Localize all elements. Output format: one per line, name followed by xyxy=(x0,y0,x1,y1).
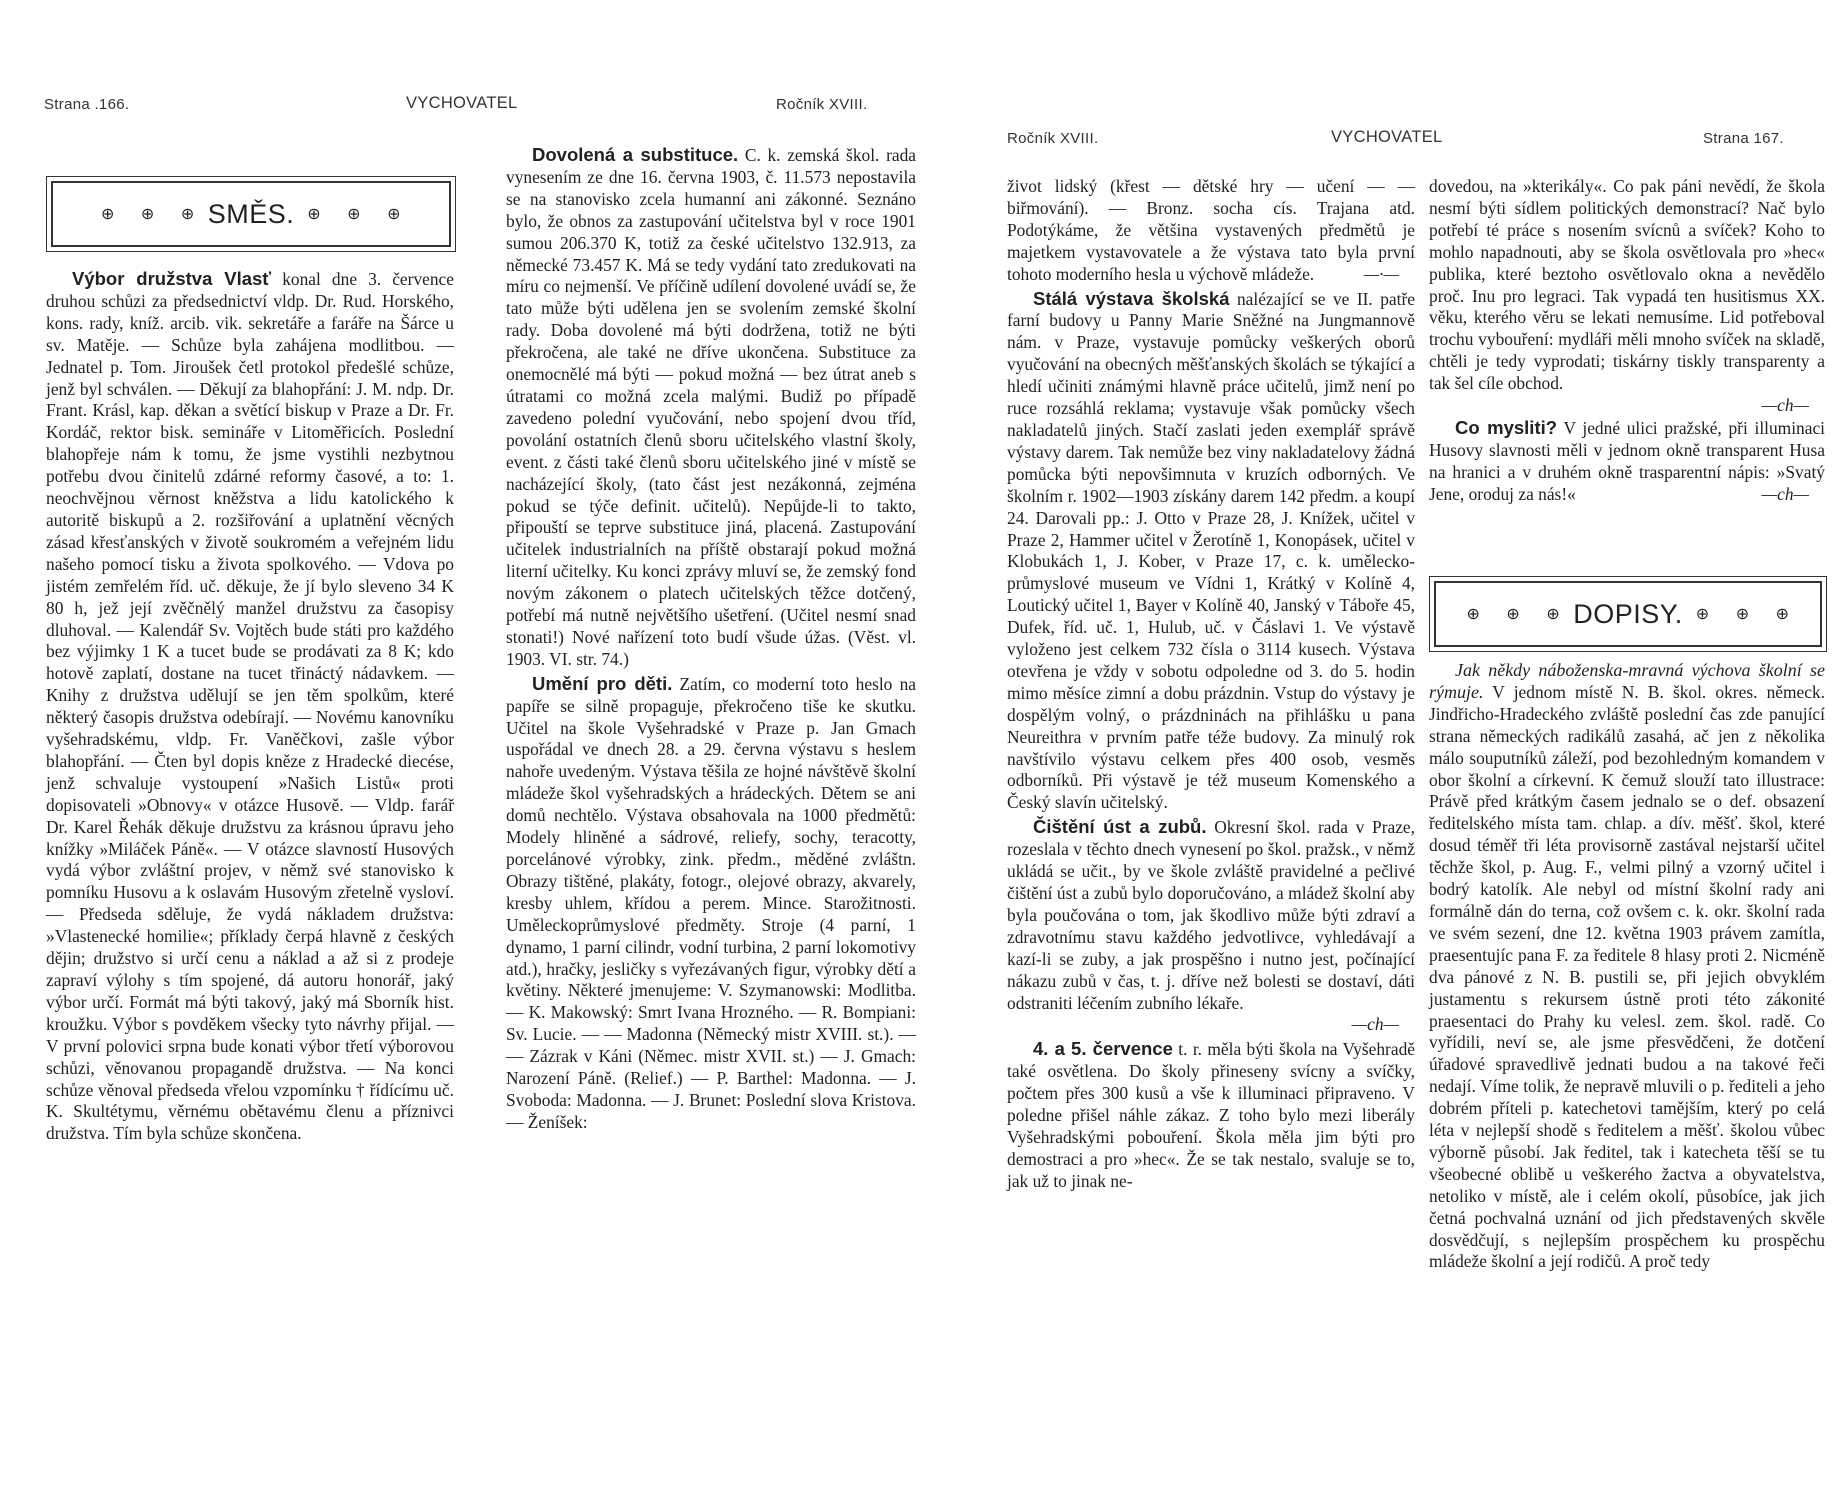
article-lead: Stálá výstava školská xyxy=(1033,287,1230,309)
volume-left: Ročník XVIII. xyxy=(776,96,868,113)
page-number-left: Strana .166. xyxy=(44,96,130,113)
article-text: Okresní škol. rada v Praze, rozeslala v těchto dnech vynesení po škol. pražsk., v němž ukládá se učit., by ve škole zvláště pravidelné a pečlivé čištění úst a zubů bylo doporučováno, a mládež školní aby byla poučována o tom, jak škodlivo může býti zdraví a zdravotnímu stavu každého jedvotlivce, vyhledávají a kazí-li se zuby, a jak prospěšno i nutno jest, počínající nákazu zubů v čas, t. j. dříve než bolesti se dostaví, dáti odstraniti léčením zubního lékaře. xyxy=(1007,817,1415,1013)
article-co-mysliti xyxy=(1429,417,1825,506)
article-lead: Dovolená a substituce. xyxy=(532,144,739,165)
article-text: nalézající se ve II. patře farní budovy u Panny Marie Sněžné na Jungmannově nám. v Praze, vystavuje pomůcky veškerých oborů vyučování na obecných měšťanských školách se týkající a hledí učiniti známými hlavně práce učitelů, jimž není po ruce rozsáhlá reklama; vystavuje však pomůcky všech nakladatelů jiných. Stačí zaslati jeden exemplář správě výstavy darem. Tak nemůže bez viny nakladatelovy žádná pomůcka býti nepovšimnuta v kruzích odborných. Ve školním r. 1902—1903 získány darem 142 předm. a koupí 24. Darovali pp.: J. Otto v Praze 28, J. Knížek, učitel v Praze 2, Hammer učitel v Žerotíně 1, Konopásek, učitel v Klobukách 1, J. Kober, v Praze 17, c. k. umělecko-průmyslové museum ve Vídni 1, Krátký v Kolíně 4, Loutický učitel 1, Bayer v Kolíně 40, Janský v Táboře 45, Dufek, říd. uč. 1, Hulub, uč. v Čáslavi 1. Ve výstavě vyloženo jest celkem 732 čísla o 3114 kusech. Výstava otevřena je vždy v sobotu odpoledne od 3. do 5. hodin mimo měsíce zimní a dobu prázdnin. Vstup do výstavy je dospělým volný, o prázdninách na přihlášku u pana Neureithra v prvním patře téže budovy. Za minulý rok navštívilo výstavu celkem přes 400 osob, vesměs odborníků. Při výstavě je též museum Komenského a Český slavín učitelský. xyxy=(1007,288,1415,813)
ornament-icon: ⊕ xyxy=(1546,606,1561,623)
ornament-icon: ⊕ xyxy=(1466,606,1481,623)
journal-title-right: VYCHOVATEL xyxy=(1331,128,1443,146)
article-text: V jedné ulici pražské, při illuminaci Husovy slavnosti měli v jednom okně transparent Husa na hranici a v druhém okně trasparentní nápis: »Svatý Jene, oroduj za nás!« xyxy=(1429,417,1825,504)
volume-right: Ročník XVIII. xyxy=(1007,130,1099,147)
section-title: SMĚS. xyxy=(207,198,295,229)
section-box-smes xyxy=(46,176,456,252)
section-title: DOPISY. xyxy=(1573,598,1683,629)
article-text: C. k. zemská škol. rada vynesením ze dne 16. června 1903, č. 11.573 nepostavila se na stanovisko zcela humanní ani zákonné. Seznáno bylo, že obnos za zastupování učitelstva byl v roce 1901 sumou 206.370 K, totiž za české učitelstvo 132.913, za německé 73.457 K. Má se tedy vydání tato zredukovati na míru co nejmenší. Ve příčině udílení dovolené uvádí se, že tato může býti udělena jen se svolením zemské školní rady. Doba dovolené má býti dodržena, totiž ne býti překročena, ale také ne dříve ukončena. Substituce za onemocnělé má býti — pokud možná — bez útrat aneb s útratami co možná zcela malými. Budiž po případě zavedeno polední vyučování, nebo spojení dvou tříd, povolání ostatních členů sboru učitelského vlastní školy, event. z části také členů sboru učitelského jiné v místě se nacházející školy, (tato část jest nezákonná, zejména pokud se týče definit. učitelů). Nepůjde-li to takto, připouští se teprve substituce jiná, placená. Zastupování učitelek industrialních na příště obstarají pokud možná literní učitelky. Ku konci zprávy mluví se, že zemský fond novým zákonem o platech učitelských těžce dotčený, potřebí má nutně největšího ušetření. (Učitel nesmí snad stonati!) Nové nařízení toto budí všude úžas. (Věst. vl. 1903. VI. str. 74.) xyxy=(506,145,916,669)
article-stala-vystava xyxy=(1007,288,1415,815)
ornament-icon: ⊕ xyxy=(1695,606,1710,623)
right-column-2-bottom xyxy=(1429,660,1825,1273)
ornament-icon: ⊕ xyxy=(347,206,362,223)
article-vybor-druzstva xyxy=(46,268,454,1145)
article-lead: Výbor družstva Vlasť xyxy=(72,268,272,289)
article-cervence xyxy=(1007,1038,1415,1192)
article-lead: 4. a 5. července xyxy=(1033,1038,1173,1060)
article-text: V jednom místě N. B. škol. okres. německ. Jindřicho-Hradeckého zvláště poslední čas zde panující strana německých radikálů zasahá, ač jen z několika málo souputníků záleží, pod bezohledným komandem v obor školní a církevní. K čemuž slouží tato illustrace: Právě před krátkým časem jednalo se o def. obsazení ředitelského místa tam. chlap. a dív. měšť. škol, které dosud téměř tři léta provisorně zastával nejstarší učitel těchže škol, p. Aug. F., velmi pilný a vzorný učitel i bodrý katolík. Ale nebyl od místní školní rady ani formálně dán do terna, což ovšem c. k. okr. školní rada ve svém sezení, dne 12. května 1903 právem zamítla, praesentujíc pana F. za ředitele 8 hlasy proti 2. Nicméně dva pánové z N. B. pustili se, při jejich obvyklém justamentu s rekursem ústně proti této zákonité praesentaci do Prahy ku velesl. zem. škol. radě. Co vyřídili, neví se, ale jsme přesvědčeni, že dotčení úřadové spravedlivě jednati budou a na takové řeči nedají. Víme tolik, že nepravě mluvili o p. řediteli a jeho dobrém příteli p. katechetovi tamějším, který po celá léta v nejlepší shodě s ředitelem a měšť. školou vůbec výborně působí. Jak ředitel, tak i katecheta těší se tu všeobecné oblibě u veškerého žactva a obyvatelstva, netoliko v místě, ale i celém okolí, působíce, jak jich četná pochvalná uznání od jich představených skvěle dosvědčují, s nejlepším prospěchem ku prospěchu mládeže školní a její rodičů. A proč tedy xyxy=(1429,681,1825,1272)
article-signature: —·— xyxy=(1363,263,1399,284)
left-column-2 xyxy=(506,144,916,1134)
article-dovolena xyxy=(506,144,916,671)
ornament-icon: ⊕ xyxy=(1775,606,1790,623)
section-box-dopisy xyxy=(1429,576,1827,652)
article-continuation xyxy=(1429,176,1825,417)
right-page xyxy=(919,0,1838,1500)
article-lead: Čištění úst a zubů. xyxy=(1033,816,1207,838)
article-signature: —ch— xyxy=(1761,395,1809,416)
ornament-icon: ⊕ xyxy=(101,206,115,223)
article-lead: Co mysliti? xyxy=(1455,416,1558,438)
ornament-icon: ⊕ xyxy=(140,206,155,223)
article-cisteni-ust xyxy=(1007,816,1415,1036)
article-text: život lidský (křest — dětské hry — učení — — biřmování). — Bronz. socha cís. Trajana atd. Podotýkáme, že většina vystavených předmětů je majetkem vystavovatele a že výstava tato byla první tohoto moderního hesla u výchově mládeže. xyxy=(1007,176,1415,284)
ornament-icon: ⊕ xyxy=(1506,606,1521,623)
page-number-right: Strana 167. xyxy=(1703,130,1784,147)
article-text: konal dne 3. července druhou schůzi za předsednictví vldp. Dr. Rud. Horského, kons. rady, kníž. arcib. vik. sekretáře a faráře na Šárce u sv. Matěje. — Schůze byla zahájena modlitbou. — Jednatel p. Tom. Jiroušek četl protokol předešlé schůze, jenž byl schválen. — Děkují za blahopřání: J. M. ndp. Dr. Frant. Krásl, kap. děkan a světící biskup v Praze a Dr. Fr. Kordáč, rektor bisk. semináře v Litoměřicích. Poslední blahopřeje nám k tomu, že jsme vystihli nezbytnou potřebu dvou činitelů zdárné reformy časové, a to: 1. neochvějnou věrnost kněžstva a lidu katolického k autoritě biskupů a 2. rozšiřování a uplatnění věcných zásad křesťanských v životě soukromém a veřejném lidu našeho pomocí tisku a života spolkového. — Vdova po jistém zemřelém říd. uč. děkuje, že jí bylo sleveno 34 K 80 h, jež její zvěčnělý manžel družstvu za časopisy dluhoval. — Kalendář Sv. Vojtěch bude státi pro každého bez výjimky 1 K a tucet bude se prodávati za 8 K; kdo hotově zaplatí, dostane na tucet třináctý nádavkem. — Knihy z družstva udělují se jen těm spolkům, které některý časopis družstva odebírají. — Novému kanovníku vyšehradskému, vldp. Fr. Vaněčkovi, zašle výbor blahopřání. — Čten byl dopis kněze z Hradecké diecése, jenž schvaluje vystoupení »Našich Listů« proti dopisovateli »Obnovy« v otázce Husově. — Vldp. farář Dr. Karel Řehák děkuje družstvu za krásnou úpravu jeho knížky »Miláček Páně«. — V otázce slavností Husových vydá výbor zvláštní projev, v němž své stanovisko k pomníku Husovu a k oslavám Husovým zřetelně vysloví. — Předseda sděluje, že vydá nákladem družstva: »Vlastenecké homilie«; příklady čerpá hlavně z českých dějin; družstvo si určí cenu a náklad a až si z prodeje zapraví výlohy s tím spojené, dá autoru honorář, jaký výbor určí. Formát má býti takový, jaký má Sborník hist. kroužku. Výbor s povděkem všecky tyto návrhy přijal. — V první polovici srpna bude konati výbor třetí výborovou schůzi, věnovanou propagandě družstva. — Na konci schůze věnoval předseda vřelou vzpomínku † řídícímu uč. K. Skultétymu, věrnému obětavému členu a příznivci družstva. Tím byla schůze skončena. xyxy=(46,269,454,1144)
article-text: dovedou, na »kterikály«. Co pak páni nevědí, že škola nesmí býti sídlem politických demonstrací? Nač bylo potřebí té práce s nosením svícnů a svíček? Koho to mohlo napadnouti, aby se škola osvětlovala pro »hec« publika, které beztoho osvětlovalo okna a nevědělo proč. Inu pro legraci. Tak vypadá ten husitismus XX. věku, kterého věru se lekati nemusíme. Lid potřeboval trochu vybouření: mydláři měli mnoho svíček na skladě, chtěli je tedy vyprodati; tiskárny tiskly transparenty a tak šel cíle obchod. xyxy=(1429,176,1825,394)
ornament-icon: ⊕ xyxy=(307,206,322,223)
ornament-icon: ⊕ xyxy=(1735,606,1750,623)
right-column-1 xyxy=(1007,176,1415,1193)
article-signature: —ch— xyxy=(1761,483,1809,504)
ornament-icon: ⊕ xyxy=(387,206,401,223)
article-lead: Umění pro děti. xyxy=(532,672,673,694)
article-lead: Jak někdy náboženska-mravná výchova školní se rýmuje. xyxy=(1429,660,1825,702)
journal-title-left: VYCHOVATEL xyxy=(406,94,518,112)
right-column-2-top xyxy=(1429,176,1825,506)
article-text: t. r. měla býti škola na Vyšehradě také osvětlena. Do školy přineseny svícny a svíčky, počtem přes 300 kusů a vše k illuminaci připraveno. V poledne přišel náhle zákaz. Z toho bylo mezi liberály Vyšehradskými pobouření. Škola měla jim býti pro demostraci a pro »hec«. Že se tak nestalo, svaluje se to, jak už to jinak ne- xyxy=(1007,1039,1415,1191)
article-umeni-pro-deti xyxy=(506,673,916,1134)
ornament-icon: ⊕ xyxy=(180,206,195,223)
article-text: Zatím, co moderní toto heslo na papíře se silně propaguje, překročeno tiše ke skutku. Učitel na škole Vyšehradské v Praze p. Jan Gmach uspořádal ve dnech 28. a 29. června výstavu s heslem nahoře uvedeným. Výstava těšila ze hojné návštěvě školní mládeže škol vyšehradských a hrádeckých. Dětem se ani domů nechtělo. Výstava obsahovala na 1000 předmětů: Modely hliněné a sádrové, reliefy, sochy, teracotty, porcelánové výrobky, zink. předm., měděné zvláštn. Obrazy tištěné, plakáty, fotogr., olejové obrazy, akvarely, kresby uhlem, křídou a perem. Mince. Starožitnosti. Uměleckoprůmyslové předměty. Stroje (4 parní, 1 dynamo, 1 parní cilindr, vodní turbina, 2 parní lokomotivy atd.), hračky, jesličky s vyřezávaných figur, výrobky dětí a květiny. Některé jmenujeme: V. Szymanowski: Modlitba. — K. Makowský: Smrt Ivana Hrozného. — R. Bompiani: Sv. Lucie. — — Madonna (Německý mistr XVIII. st.). — — Zázrak v Káni (Němec. mistr XVII. st.) — J. Gmach: Narození Páně. (Relief.) — P. Barthel: Madonna. — J. Svoboda: Madonna. — J. Brunet: Poslední slova Kristova. — Ženíšek: xyxy=(506,673,916,1132)
left-column-1 xyxy=(46,268,454,1145)
article-signature: —ch— xyxy=(1351,1014,1399,1035)
article-jak-nekdy xyxy=(1429,660,1825,1273)
article-continuation xyxy=(1007,176,1415,286)
